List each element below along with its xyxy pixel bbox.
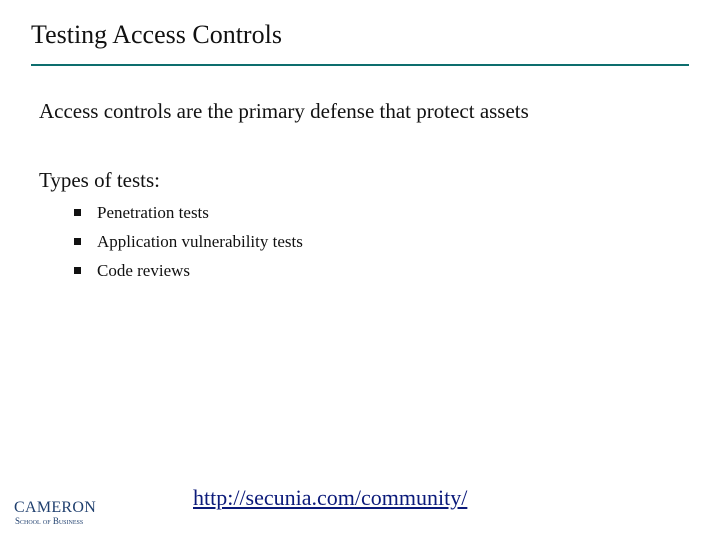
list-item-label: Application vulnerability tests: [97, 231, 303, 251]
cameron-logo: [14, 500, 104, 528]
square-bullet-icon: [74, 267, 81, 274]
test-types-list: [74, 198, 303, 285]
square-bullet-icon: [74, 209, 81, 216]
list-item: [74, 256, 303, 285]
title-divider: [31, 64, 689, 66]
secunia-community-link[interactable]: http://secunia.com/community/: [193, 485, 468, 510]
intro-text: Access controls are the primary defense that protect assets: [39, 99, 529, 123]
slide-title: Testing Access Controls: [31, 20, 282, 49]
logo-wordmark: CAMERON: [14, 499, 97, 516]
tests-heading: Types of tests:: [39, 168, 161, 192]
square-bullet-icon: [74, 238, 81, 245]
list-item-label: Penetration tests: [97, 202, 209, 222]
list-item-label: Code reviews: [97, 260, 191, 280]
logo-subtitle: School of Business: [15, 516, 84, 526]
list-item: [74, 227, 303, 256]
list-item: [74, 198, 303, 227]
